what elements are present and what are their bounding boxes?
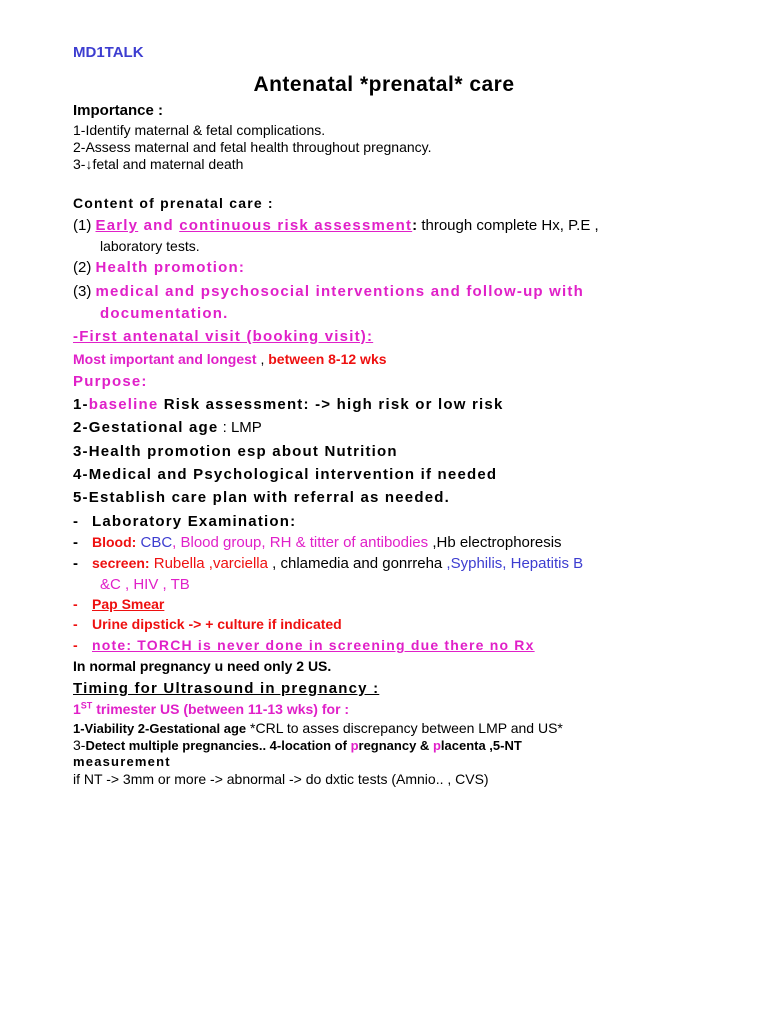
content-item-3	[73, 283, 584, 300]
urine-text: Urine dipstick -> + culture if indicated	[92, 616, 342, 632]
us-line-2	[73, 737, 522, 753]
screen-label: secreen:	[92, 555, 150, 571]
timing-heading: Timing for Ultrasound in pregnancy :	[73, 680, 380, 697]
purpose-item-5: 5-Establish care plan with referral as needed.	[73, 489, 450, 506]
multiple-text: Detect multiple pregnancies.. 4-location of	[85, 738, 351, 753]
most-important-text: Most important and longest	[73, 351, 257, 367]
content-item-1-num: (1)	[73, 217, 96, 234]
pap-smear-text: Pap Smear	[92, 596, 165, 612]
p-letter-1: p	[350, 738, 359, 753]
comma-text: ,	[256, 351, 269, 367]
trimester-rest: trimester US (between 11-13 wks) for :	[92, 701, 350, 717]
content-item-1-rest: through complete Hx, P.E ,	[417, 217, 599, 234]
baseline-text: baseline	[88, 396, 159, 413]
nt-line: if NT -> 3mm or more -> abnormal -> do dxtic tests (Amnio.. , CVS)	[73, 771, 489, 787]
lab-screen	[73, 555, 583, 572]
bullet-marker: -	[73, 596, 78, 612]
importance-item-3: 3-↓fetal and maternal death	[73, 156, 244, 172]
purpose-item-2	[73, 419, 262, 436]
normal-us-line: In normal pregnancy u need only 2 US.	[73, 658, 332, 674]
purpose-1-num: 1-	[73, 396, 89, 413]
us-line-2-cont: measurement	[73, 754, 171, 769]
early-text: Early	[95, 217, 139, 234]
placenta-text: lacenta ,5-NT	[440, 738, 522, 753]
rubella-text: Rubella ,varciella	[149, 555, 268, 572]
importance-item-2: 2-Assess maternal and fetal health throughout pregnancy.	[73, 139, 432, 155]
lmp-text: : LMP	[218, 419, 262, 436]
brand-label: MD1TALK	[73, 44, 144, 61]
viability-text: 1-Viability 2-Gestational age	[73, 721, 247, 736]
lab-heading-text: Laboratory Examination:	[92, 513, 297, 530]
bullet-marker: -	[73, 616, 78, 632]
syphilis-text: ,Syphilis, Hepatitis B	[442, 555, 584, 572]
us-line-1	[73, 720, 563, 736]
hb-text: ,Hb electrophoresis	[428, 534, 562, 551]
purpose-item-1	[73, 396, 504, 413]
cbc-text: CBC	[136, 534, 173, 551]
lab-heading	[73, 513, 296, 530]
purpose-1-rest: Risk assessment: -> high risk or low risk	[158, 396, 504, 413]
importance-item-1: 1-Identify maternal & fetal complications.	[73, 122, 326, 138]
bullet-marker: -	[73, 555, 78, 572]
torch-note-text: note: TORCH is never done in screening due there no Rx	[92, 637, 535, 653]
health-promotion-text: Health promotion:	[95, 259, 246, 276]
and-text: and	[138, 217, 180, 234]
content-item-2	[73, 259, 245, 276]
importance-heading: Importance :	[73, 102, 164, 119]
lab-note	[73, 637, 535, 653]
lab-urine	[73, 616, 342, 632]
lab-blood	[73, 534, 562, 551]
bullet-marker: -	[73, 534, 78, 551]
first-visit-note	[73, 351, 387, 367]
content-item-3-num: (3)	[73, 283, 96, 300]
colon-text: :	[412, 217, 418, 234]
crl-text: *CRL to asses discrepancy between LMP and US*	[246, 720, 563, 736]
content-item-3-cont: documentation.	[100, 305, 229, 322]
continuous-risk-text: continuous risk assessment	[179, 217, 413, 234]
purpose-heading: Purpose:	[73, 373, 148, 390]
purpose-item-4: 4-Medical and Psychological intervention if needed	[73, 466, 498, 483]
between-weeks-text: between 8-12 wks	[268, 351, 387, 367]
chlamedia-text: , chlamedia and gonrreha	[267, 555, 443, 572]
first-trimester-line	[73, 701, 349, 717]
interventions-text: medical and psychosocial interventions and follow-up with	[95, 283, 584, 300]
pregnancy-text: regnancy &	[358, 738, 433, 753]
blood-label: Blood:	[92, 534, 137, 550]
first-visit-heading: -First antenatal visit (booking visit):	[73, 328, 374, 345]
page-title: Antenatal *prenatal* care	[253, 73, 515, 96]
bullet-marker: -	[73, 513, 80, 530]
content-item-2-num: (2)	[73, 259, 96, 276]
blood-group-text: , Blood group, RH & titter of antibodies	[172, 534, 429, 551]
trimester-num: 1	[73, 701, 81, 717]
us-line-2-num: 3-	[73, 737, 86, 753]
bullet-marker: -	[73, 637, 79, 653]
content-heading: Content of prenatal care :	[73, 195, 274, 211]
p-letter-2: p	[432, 738, 441, 753]
lab-pap	[73, 596, 164, 612]
content-item-1	[73, 217, 599, 234]
trimester-sup: ST	[80, 700, 93, 711]
content-item-1-cont: laboratory tests.	[100, 238, 200, 254]
gestational-age-text: 2-Gestational age	[73, 419, 219, 436]
lab-screen-cont: &C , HIV , TB	[100, 576, 190, 593]
purpose-item-3: 3-Health promotion esp about Nutrition	[73, 443, 398, 460]
